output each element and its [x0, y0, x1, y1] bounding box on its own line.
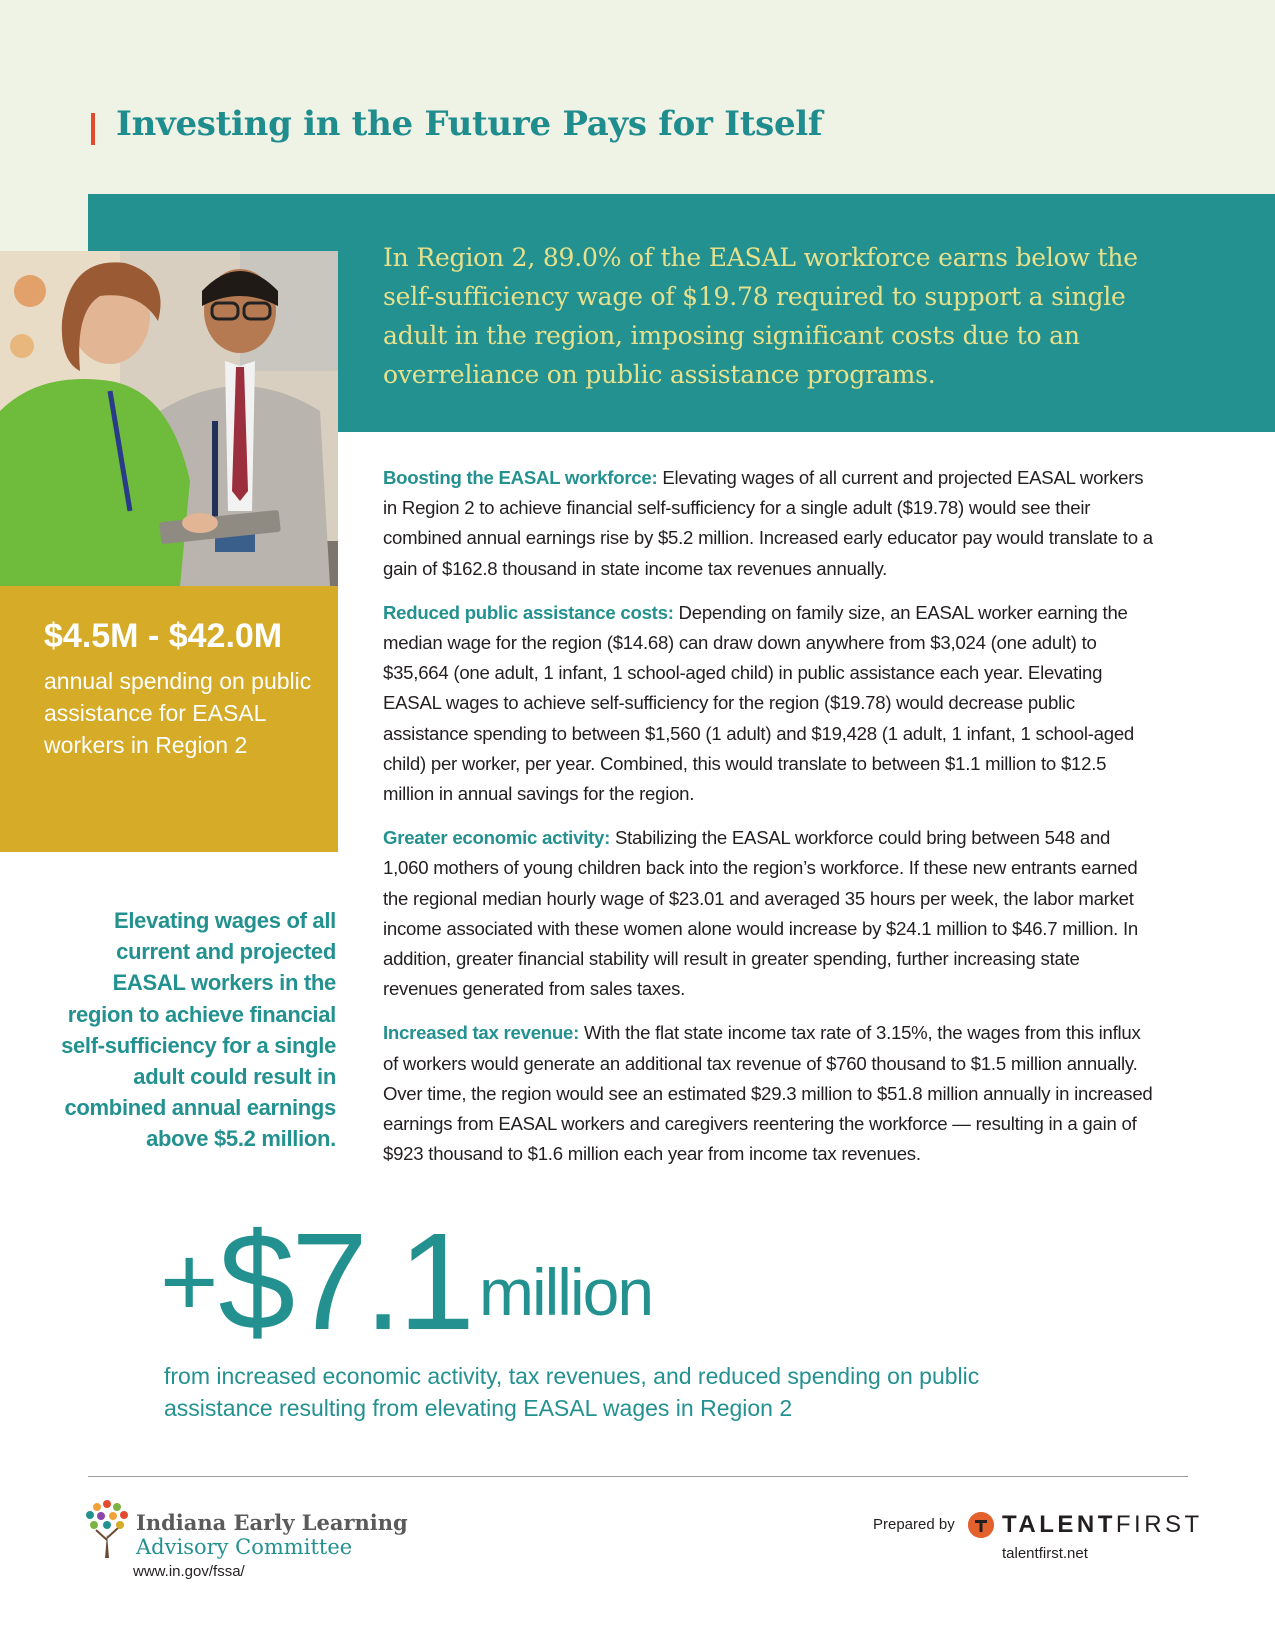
- title-accent-bar: [91, 113, 95, 145]
- tree-logo-icon: [82, 1496, 132, 1558]
- section-text: With the flat state income tax rate of 3.15%, the wages from this influx of workers would generate an additional tax revenue of $760 thousand to $1.5 million annually. Over time, the region would see an estimated $29.3 million to $51.8 million annually in increased earnings from EASAL workers and caregivers reentering the workforce — resulting in a gain of $923 thousand to $1.6 million each year from income tax revenues.: [383, 1022, 1153, 1165]
- highlight-caption: from increased economic activity, tax revenues, and reduced spending on public assistance resulting from elevating EASAL wages in Region 2: [164, 1363, 980, 1421]
- highlight-unit: million: [479, 1255, 653, 1329]
- photo-two-educators: [0, 251, 338, 586]
- section-lead: Increased tax revenue:: [383, 1022, 580, 1044]
- highlight-stat: [160, 1205, 653, 1359]
- section-lead: Greater economic activity:: [383, 827, 611, 849]
- org-url[interactable]: www.in.gov/fssa/: [133, 1563, 245, 1580]
- section-workforce: [383, 463, 1158, 584]
- photo-illustration: [0, 251, 338, 586]
- section-text: Stabilizing the EASAL workforce could bring between 548 and 1,060 mothers of young children back into the region’s workforce. If these new entrants earned the regional median hourly wage of $23.01 and averaged 35 hours per week, the labor market income associated with these women alone would increase by $24.1 million to $46.7 million. In addition, greater financial stability will result in greater spending, further increasing state revenues generated from sales taxes.: [383, 827, 1139, 1000]
- talentfirst-wordmark: [1002, 1511, 1203, 1539]
- section-text: Elevating wages of all current and projected EASAL workers in Region 2 to achieve financial self-sufficiency for a single adult ($19.78) would see their combined annual earnings rise by $5.2 million. Increased early educator pay would translate to a gain of $162.8 thousand in state income tax revenues annually.: [383, 467, 1153, 579]
- highlight-plus: +: [160, 1226, 219, 1338]
- body-column: [383, 463, 1158, 1183]
- section-lead: Boosting the EASAL workforce:: [383, 467, 658, 488]
- org-name-line2: Advisory Committee: [136, 1535, 353, 1559]
- org-name-line1: Indiana Early Learning: [136, 1510, 408, 1535]
- prepared-by-label: Prepared by: [873, 1516, 955, 1533]
- talentfirst-url[interactable]: talentfirst.net: [1002, 1545, 1088, 1562]
- footer-divider: [88, 1476, 1188, 1477]
- brand-part2: FIRST: [1115, 1511, 1203, 1538]
- section-tax-revenue: [383, 1018, 1158, 1169]
- highlight-number: $7.1: [218, 1205, 471, 1359]
- section-lead: Reduced public assistance costs:: [383, 601, 674, 623]
- section-text: Depending on family size, an EASAL worker earning the median wage for the region ($14.68) can draw down anywhere from $3,024 (one adult) to $35,664 (one adult, 1 infant, 1 school-aged child) in public assistance each year. Elevating EASAL wages to achieve self-sufficiency for the region ($19.78) would decrease public assistance spending to between $1,560 (1 adult) and $19,428 (1 adult, 1 infant, 1 school-aged child) per worker, per year. Combined, this would translate to between $1.1 million to $12.5 million in annual savings for the region.: [383, 601, 1135, 805]
- brand-part1: TALENT: [1002, 1511, 1116, 1538]
- org-name: [136, 1510, 408, 1560]
- section-public-assistance: [383, 598, 1158, 809]
- pull-quote: Elevating wages of all current and projected EASAL workers in the region to achieve financial self-sufficiency for a single adult could result in combined annual earnings above $5.2 million.: [61, 908, 336, 1152]
- spending-stat-description: annual spending on public assistance for EASAL workers in Region 2: [44, 668, 312, 758]
- page-title: Investing in the Future Pays for Itself: [116, 104, 823, 144]
- spending-stat: $4.5M - $42.0M: [44, 617, 283, 655]
- intro-statement: In Region 2, 89.0% of the EASAL workforce earns below the self-sufficiency wage of $19.78 required to support a single adult in the region, imposing significant costs due to an overreliance on public assistance programs.: [383, 243, 1138, 389]
- section-economic-activity: [383, 823, 1158, 1004]
- talentfirst-logo-icon: [968, 1512, 994, 1538]
